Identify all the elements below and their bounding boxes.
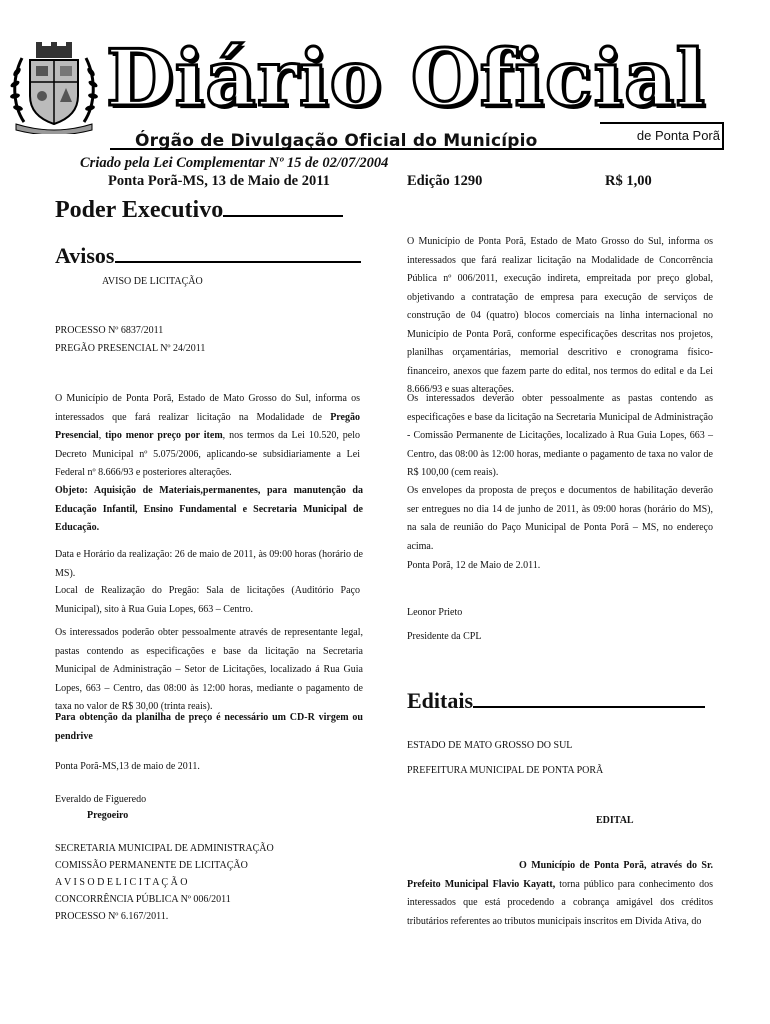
data-horario: Data e Horário da realização: 26 de maio de 2011, às 09:00 horas (horário de MS). (55, 549, 363, 579)
municipal-coat-of-arms-icon (8, 42, 100, 134)
aviso-licitacao-title: AVISO DE LICITAÇÃO (102, 276, 203, 287)
concorrencia-intro: O Município de Ponta Porã, Estado de Mato Grosso do Sul, informa os interessados que fará realizar licitação na Modalidade de Concorrência Pública nº 006/2011, execução indireta, empreitada por preço global, objetivando a contratação de empresa para execução de serviços de construção de 04 (quatro) blocos comerciais na linha internacional no Município de Ponta Porã, conforme especificações descritas nos projetos, planilhas orçamentárias, memorial descritivo e cronograma físico-financeiro, anexos que fazem parte do edital, nos termos do edital e da Lei 8.666/93 e suas alterações. (407, 236, 713, 395)
pregoeiro-name: Everaldo de Figueredo (55, 794, 147, 805)
section-avisos: Avisos (55, 243, 361, 269)
edital-heading: EDITAL (596, 815, 634, 826)
founding-law: Criado pela Lei Complementar Nº 15 de 02/07/2004 (80, 155, 389, 171)
envelopes-note: Os envelopes da proposta de preços e documentos de habilitação deverão ser entregues no dia 14 de junho de 2011, às 09:00 horas (horário do MS), na sala de reunião do Paço Municipal de Ponta Porã – MS, no endereço acima. (407, 485, 713, 552)
cd-r-note: Para obtenção da planilha de preço é necessário um CD-R virgem ou pendrive (55, 712, 363, 742)
issue-price: R$ 1,00 (605, 173, 652, 189)
right-date: Ponta Porã, 12 de Maio de 2.011. (407, 560, 541, 571)
pregao-number: PREGÃO PRESENCIAL Nº 24/2011 (55, 343, 206, 354)
newspaper-title: Diário Oficial (106, 33, 707, 124)
processo2-number: PROCESSO Nº 6.167/2011. (55, 911, 169, 922)
estado-heading: ESTADO DE MATO GROSSO DO SUL (407, 740, 573, 751)
city-name: de Ponta Porã (636, 128, 720, 143)
processo-number: PROCESSO Nº 6837/2011 (55, 325, 164, 336)
edital-body: O Município de Ponta Porã, através do Sr. Prefeito Municipal Flavio Kayatt, torna público para conhecimento dos interessados que está procedendo a cobrança amigável dos créditos tributários referentes ao tributos municipais inscritos em Divida Ativa, do (407, 860, 713, 927)
concorrencia-interessados: Os interessados deverão obter pessoalmente as pastas contendo as especificações e base da licitação na Secretaria Municipal de Administração - Comissão Permanente de Licitações, localizado à Rua Guia Lopes, 663 – Centro, das 08:00 às 12:00 horas, mediante o pagamento de taxa no valor de R$ 100,00 (cem reais). (407, 393, 713, 478)
aviso-licitacao-spaced: A V I S O D E L I C I T A Ç Ã O (55, 877, 188, 888)
left-date: Ponta Porã-MS,13 de maio de 2011. (55, 761, 200, 772)
city-badge (600, 122, 724, 150)
interessados-pregao: Os interessados poderão obter pessoalmente através de representante legal, pastas contendo as especificações e base da licitação na Secretaria Municipal de Administração – Setor de Licitações, localizado á Rua Guia Lopes, 663 – Centro, das 08:00 às 12:00 horas, mediante o pagamento de taxa no valor de R$ 30,00 (trinta reais). (55, 627, 363, 712)
concorrencia-number: CONCORRÊNCIA PÚBLICA Nº 006/2011 (55, 894, 231, 905)
prefeitura-heading: PREFEITURA MUNICIPAL DE PONTA PORÃ (407, 765, 604, 776)
masthead-rule (110, 148, 724, 150)
section-editais: Editais (407, 688, 705, 714)
section-poder-executivo: Poder Executivo (55, 197, 343, 224)
issue-place-date: Ponta Porã-MS, 13 de Maio de 2011 (108, 173, 330, 189)
sec-administracao: SECRETARIA MUNICIPAL DE ADMINISTRAÇÃO (55, 843, 274, 854)
cpl-president-role: Presidente da CPL (407, 631, 482, 642)
cpl-president-name: Leonor Prieto (407, 607, 463, 618)
objeto: Objeto: Aquisição de Materiais,permanentes, para manutenção da Educação Infantil, Ensino Fundamental e Secretaria Municipal de Educação. (55, 485, 363, 533)
orgao-subtitle: Órgão de Divulgação Oficial do Município (135, 131, 538, 151)
comissao-licitacao: COMISSÃO PERMANENTE DE LICITAÇÃO (55, 860, 248, 871)
issue-edition: Edição 1290 (407, 173, 483, 189)
pregoeiro-role: Pregoeiro (87, 810, 129, 821)
local-realizacao: Local de Realização do Pregão: Sala de licitações (Auditório Paço Municipal), sito à Rua Guia Lopes, 663 – Centro. (55, 585, 360, 615)
pregao-intro: O Município de Ponta Porã, Estado de Mato Grosso do Sul, informa os interessados que fará realizar licitação na Modalidade de Pregão Presencial, tipo menor preço por item, nos termos da Lei 10.520, pelo Decreto Municipal nº 5.075/2006, aplicando-se subsidiariamente a Lei Federal nº 8.666/93 e posteriores alterações. (55, 393, 361, 478)
